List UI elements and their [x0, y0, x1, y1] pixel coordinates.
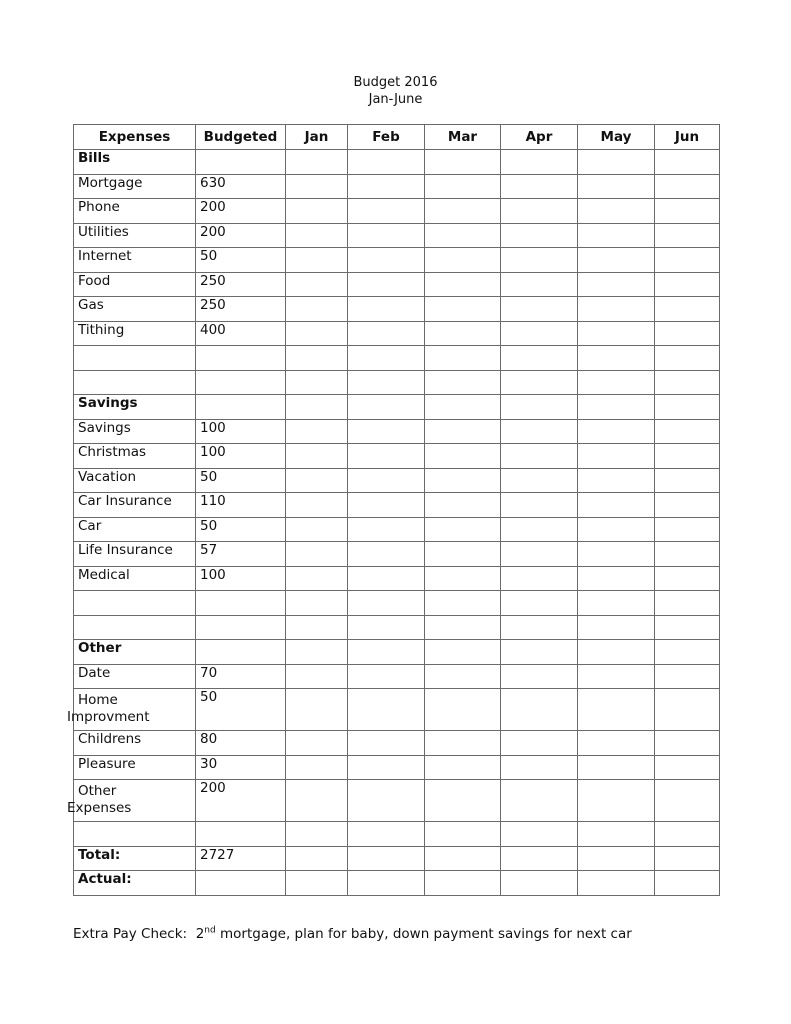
section-row-bills	[74, 150, 720, 175]
empty-row	[74, 346, 720, 371]
budgeted-value: 100	[196, 419, 286, 444]
expense-name: Vacation	[74, 468, 196, 493]
column-header-budgeted: Budgeted	[196, 125, 286, 150]
budgeted-value: 250	[196, 272, 286, 297]
expense-name	[67, 780, 196, 822]
budgeted-value: 70	[196, 664, 286, 689]
budgeted-value: 30	[196, 755, 286, 780]
expense-name: Car	[74, 517, 196, 542]
footer-label: Extra Pay Check:	[73, 926, 188, 942]
expense-name: Childrens	[74, 731, 196, 756]
section-label-savings: Savings	[74, 395, 196, 420]
budgeted-value: 50	[196, 517, 286, 542]
empty-row	[74, 370, 720, 395]
table-row	[74, 542, 720, 567]
footer-ordinal-number: 2	[195, 926, 205, 942]
extra-pay-check-note	[73, 926, 632, 942]
table-row	[74, 272, 720, 297]
table-row	[74, 689, 720, 731]
column-header-may: May	[578, 125, 655, 150]
budgeted-value: 200	[196, 780, 286, 822]
budgeted-value: 57	[196, 542, 286, 567]
column-header-expenses: Expenses	[74, 125, 196, 150]
page-title: Budget 2016	[353, 75, 438, 90]
budgeted-value: 100	[196, 566, 286, 591]
table-row	[74, 731, 720, 756]
section-label-bills: Bills	[74, 150, 196, 175]
expense-name: Pleasure	[74, 755, 196, 780]
actual-label: Actual:	[74, 871, 196, 896]
expense-name: Date	[74, 664, 196, 689]
expense-name: Tithing	[74, 321, 196, 346]
page-subtitle: Jan-June	[368, 92, 423, 107]
expense-name: Food	[74, 272, 196, 297]
budgeted-value: 200	[196, 199, 286, 224]
expense-name: Internet	[74, 248, 196, 273]
table-row	[74, 468, 720, 493]
expense-name: Mortgage	[74, 174, 196, 199]
expense-name: Life Insurance	[74, 542, 196, 567]
table-row	[74, 297, 720, 322]
budget-table	[67, 124, 720, 896]
expense-name: Phone	[74, 199, 196, 224]
budgeted-value: 200	[196, 223, 286, 248]
expense-name: Medical	[74, 566, 196, 591]
total-label: Total:	[74, 846, 196, 871]
table-row	[74, 664, 720, 689]
table-row	[74, 517, 720, 542]
expense-name-line1: Other	[78, 783, 117, 799]
column-header-jan: Jan	[286, 125, 348, 150]
expense-name: Christmas	[74, 444, 196, 469]
budgeted-value: 50	[196, 468, 286, 493]
expense-name-line1: Home	[78, 692, 118, 708]
budgeted-value: 50	[196, 248, 286, 273]
expense-name	[67, 689, 196, 731]
table-row	[74, 223, 720, 248]
expense-name-line2: Improvment	[67, 709, 150, 725]
column-header-mar: Mar	[425, 125, 501, 150]
section-row-savings	[74, 395, 720, 420]
table-row	[74, 248, 720, 273]
table-row	[74, 321, 720, 346]
expense-name: Utilities	[74, 223, 196, 248]
section-row-other	[74, 640, 720, 665]
table-row	[74, 566, 720, 591]
budgeted-value: 400	[196, 321, 286, 346]
budgeted-value: 50	[196, 689, 286, 731]
table-row	[74, 755, 720, 780]
empty-row	[74, 822, 720, 847]
expense-name: Gas	[74, 297, 196, 322]
table-row	[74, 444, 720, 469]
table-row	[74, 199, 720, 224]
footer-ordinal-suffix: nd	[204, 925, 216, 936]
actual-row	[74, 871, 720, 896]
expense-name: Savings	[74, 419, 196, 444]
table-row	[74, 419, 720, 444]
table-row	[74, 493, 720, 518]
section-label-other: Other	[74, 640, 196, 665]
budgeted-value: 80	[196, 731, 286, 756]
column-header-feb: Feb	[348, 125, 425, 150]
expense-name: Car Insurance	[74, 493, 196, 518]
budgeted-value: 250	[196, 297, 286, 322]
header-row	[74, 125, 720, 150]
footer-text: mortgage, plan for baby, down payment savings for next car	[220, 926, 632, 942]
column-header-jun: Jun	[655, 125, 720, 150]
expense-name-line2: Expenses	[67, 800, 132, 816]
budgeted-value: 110	[196, 493, 286, 518]
empty-row	[74, 615, 720, 640]
total-value: 2727	[196, 846, 286, 871]
total-row	[74, 846, 720, 871]
table-row	[74, 780, 720, 822]
budgeted-value: 630	[196, 174, 286, 199]
column-header-apr: Apr	[501, 125, 578, 150]
empty-row	[74, 591, 720, 616]
table-row	[74, 174, 720, 199]
budgeted-value: 100	[196, 444, 286, 469]
